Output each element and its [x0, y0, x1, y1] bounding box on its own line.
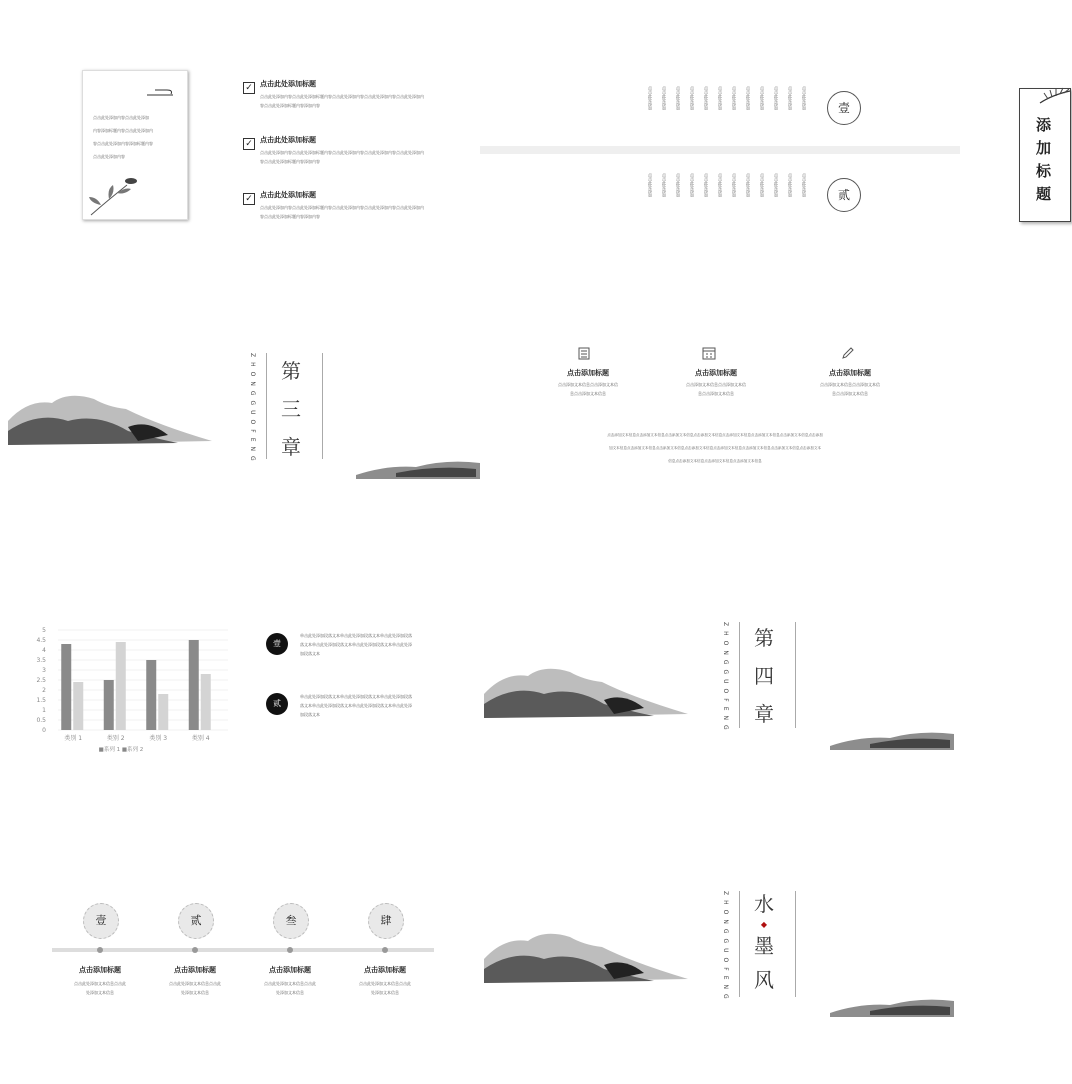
timeline-title: 点击添加标题 — [79, 965, 121, 974]
bar — [146, 660, 156, 730]
ink-mountain-left — [484, 654, 690, 718]
divider-band — [480, 146, 960, 154]
chapter-line-right — [322, 353, 323, 459]
chapter-char: 第 — [754, 626, 774, 650]
column-text: 点击此处添加 — [774, 173, 779, 197]
card-line: 内容添加标题内容点击此处添加内 — [93, 128, 153, 133]
paragraph-line: 加文本信息点击添加文本信息点击添加文本信息点击添加文本信息点击添加文本信息点击添加文本信息点击添加文本信息点击添加文本 — [608, 446, 822, 450]
paragraph — [550, 429, 880, 468]
pine-branch-icon — [1038, 87, 1072, 107]
timeline-item — [55, 965, 145, 997]
feature-desc: 息点击添加文本信息 — [570, 391, 606, 396]
title-char: 墨 — [754, 934, 774, 958]
paragraph-line: 点击添加文本信息点击添加文本信息点击添加文本信息点击添加文本信息点击添加文本信息点击添加文本信息点击添加文本信息点击添加 — [607, 433, 823, 437]
feature-3 — [816, 345, 880, 364]
column-text: 点击此处添加 — [732, 86, 737, 110]
circle-badge-2: 贰 — [827, 178, 861, 212]
slide-2[interactable] — [480, 0, 1052, 271]
item-3 — [260, 190, 424, 221]
column-text-group-2 — [648, 173, 807, 197]
paragraph-line: 信息点击添加文本信息点击添加文本信息点击添加文本信息 — [668, 459, 762, 463]
medal-badge: 肆 — [368, 903, 404, 939]
y-tick-label: 2 — [42, 687, 46, 694]
feature-title: 点击添加标题 — [567, 368, 609, 377]
timeline-desc: 处添加文本信息 — [371, 990, 399, 995]
timeline-title: 点击添加标题 — [269, 965, 311, 974]
feature-text-2 — [676, 368, 756, 398]
chart-text-line: 单击此处添加段落文本单击此处添加段落文本单击此处添加段落 — [300, 694, 412, 699]
column-text: 点击此处添加 — [704, 173, 709, 197]
chart-legend: ■系列 1 ■系列 2 — [98, 747, 144, 753]
calendar-icon — [702, 346, 716, 360]
bar — [158, 694, 168, 730]
medal-badge: 壹 — [83, 903, 119, 939]
item-title: 点击此处添加标题 — [260, 190, 316, 199]
ink-mountain-left — [8, 381, 214, 445]
timeline-title: 点击添加标题 — [364, 965, 406, 974]
column-text: 点击此处添加 — [648, 173, 653, 197]
slide-7-timeline[interactable] — [0, 813, 480, 1084]
timeline-desc: 点击此处添加文本信息点击此 — [169, 981, 221, 986]
chapter-line-left — [739, 891, 740, 997]
red-diamond-icon: ◆ — [760, 920, 768, 929]
y-tick-label: 2.5 — [36, 677, 46, 684]
chapter-line-right — [795, 622, 796, 728]
column-text: 点击此处添加 — [718, 86, 723, 110]
chapter-pinyin: ZHONGGUOFENG — [722, 622, 729, 735]
column-text: 点击此处添加 — [802, 86, 807, 110]
x-tick-label: 类别 2 — [106, 735, 125, 742]
column-text: 点击此处添加 — [788, 173, 793, 197]
feature-desc: 点击添加文本信息点击添加文本信 — [820, 382, 880, 387]
chapter-pinyin: ZHONGGUOFENG — [249, 353, 256, 466]
bar — [104, 680, 114, 730]
clipboard-icon — [577, 346, 591, 360]
chapter-char: 四 — [754, 664, 774, 688]
column-text: 点击此处添加 — [788, 86, 793, 110]
column-text: 点击此处添加 — [802, 173, 807, 197]
chart-text-2 — [300, 692, 412, 719]
item-title: 点击此处添加标题 — [260, 135, 316, 144]
column-text: 点击此处添加 — [690, 86, 695, 110]
cloud-icon — [145, 85, 177, 99]
ink-mountain-left — [484, 919, 690, 983]
timeline-desc: 处添加文本信息 — [181, 990, 209, 995]
checkbox-3[interactable]: ✓ — [243, 193, 255, 205]
medal-badge: 叁 — [273, 903, 309, 939]
slide-4[interactable] — [480, 271, 960, 542]
chapter-title — [279, 352, 303, 466]
y-tick-label: 1 — [42, 707, 46, 714]
column-text: 点击此处添加 — [760, 173, 765, 197]
chart-text-line: 落文本单击此处添加段落文本单击此处添加段落文本单击此处添 — [300, 642, 412, 647]
bar — [201, 674, 211, 730]
timeline-bar — [52, 948, 434, 952]
feature-2 — [677, 345, 741, 364]
column-text: 点击此处添加 — [718, 173, 723, 197]
column-text: 点击此处添加 — [732, 173, 737, 197]
chart-text-line: 落文本单击此处添加段落文本单击此处添加段落文本单击此处添 — [300, 703, 412, 708]
chapter-char: 章 — [754, 702, 774, 726]
y-tick-label: 0.5 — [36, 717, 46, 724]
bar — [61, 644, 71, 730]
timeline-desc: 点击此处添加文本信息点击此 — [74, 981, 126, 986]
y-tick-label: 4 — [42, 647, 46, 654]
chapter-title — [752, 619, 776, 733]
feature-text-1 — [548, 368, 628, 398]
feature-title: 点击添加标题 — [695, 368, 737, 377]
medal-badge: 贰 — [178, 903, 214, 939]
feature-desc: 点击添加文本信息点击添加文本信 — [686, 382, 746, 387]
y-tick-label: 3.5 — [36, 657, 46, 664]
timeline-desc: 处添加文本信息 — [276, 990, 304, 995]
chart-text-line: 单击此处添加段落文本单击此处添加段落文本单击此处添加段落 — [300, 633, 412, 638]
title-scroll — [1019, 88, 1071, 222]
chapter-line-left — [739, 622, 740, 728]
feature-desc: 息点击添加文本信息 — [832, 391, 868, 396]
chapter-line-left — [266, 353, 267, 459]
column-text: 点击此处添加 — [746, 86, 751, 110]
timeline-dot — [382, 947, 388, 953]
timeline-desc: 点击此处添加文本信息点击此 — [264, 981, 316, 986]
y-tick-label: 0 — [42, 727, 46, 734]
slide-3-chapter[interactable] — [0, 271, 480, 542]
timeline-dot — [287, 947, 293, 953]
item-text: 容点击此处添加标题内容添加内容 — [260, 214, 320, 219]
column-text: 点击此处添加 — [704, 86, 709, 110]
chart-text-line: 加段落文本 — [300, 712, 320, 717]
y-tick-label: 1.5 — [36, 697, 46, 704]
bar — [189, 640, 199, 730]
timeline-desc: 点击此处添加文本信息点击此 — [359, 981, 411, 986]
x-tick-label: 类别 4 — [191, 735, 210, 742]
chart-text-1 — [300, 631, 412, 658]
feature-title: 点击添加标题 — [829, 368, 871, 377]
bar — [73, 682, 83, 730]
item-text: 点击此处添加内容点击此处添加标题内容点击此处添加内容点击此处添加内容点击此处添加内 — [260, 205, 424, 210]
y-tick-label: 5 — [42, 627, 46, 634]
column-text: 点击此处添加 — [774, 86, 779, 110]
chapter-line-right — [795, 891, 796, 997]
checkbox-1[interactable]: ✓ — [243, 82, 255, 94]
slide-title: 添加标题 — [1034, 117, 1052, 209]
column-text: 点击此处添加 — [690, 173, 695, 197]
slide-8-title[interactable] — [480, 813, 960, 1084]
card-text — [93, 113, 153, 161]
x-tick-label: 类别 1 — [64, 735, 83, 742]
title-char: 风 — [754, 968, 774, 992]
column-text: 点击此处添加 — [662, 86, 667, 110]
ink-mountain-right — [830, 726, 954, 750]
note-card — [82, 70, 188, 220]
timeline-item — [245, 965, 335, 997]
chart-text-line: 加段落文本 — [300, 651, 320, 656]
card-line: 容点击此处添加内容添加标题内容 — [93, 141, 153, 146]
chapter-pinyin: ZHONGGUOFENG — [722, 891, 729, 1004]
column-text: 点击此处添加 — [676, 173, 681, 197]
item-text: 点击此处添加内容点击此处添加标题内容点击此处添加内容点击此处添加内容点击此处添加内 — [260, 150, 424, 155]
feature-desc: 点击添加文本信息点击添加文本信 — [558, 382, 618, 387]
title-char: 水 — [754, 892, 774, 916]
pencil-icon — [841, 346, 855, 360]
y-tick-label: 3 — [42, 667, 46, 674]
chapter-char: 三 — [281, 397, 301, 421]
slide-5-chart[interactable] — [0, 542, 480, 813]
card-line: 点击此处添加内容点击此处添加 — [93, 115, 149, 120]
checkbox-2[interactable]: ✓ — [243, 138, 255, 150]
column-text-group-1 — [648, 86, 807, 110]
item-text: 点击此处添加内容点击此处添加标题内容点击此处添加内容点击此处添加内容点击此处添加内 — [260, 94, 424, 99]
circle-badge-1: 壹 — [827, 91, 861, 125]
slide-1[interactable] — [0, 0, 480, 271]
column-text: 点击此处添加 — [760, 86, 765, 110]
card-line: 点击此处添加内容 — [93, 154, 125, 159]
y-tick-label: 4.5 — [36, 637, 46, 644]
x-tick-label: 类别 3 — [149, 735, 168, 742]
column-text: 点击此处添加 — [746, 173, 751, 197]
feature-text-3 — [810, 368, 890, 398]
ink-mountain-right — [830, 993, 954, 1017]
bar — [116, 642, 126, 730]
chapter-char: 第 — [281, 359, 301, 383]
ink-mountain-right — [356, 455, 480, 479]
timeline-desc: 处添加文本信息 — [86, 990, 114, 995]
ink-badge-2: 贰 — [266, 693, 288, 715]
main-title — [752, 887, 776, 997]
item-text: 容点击此处添加标题内容添加内容 — [260, 159, 320, 164]
slide-6-chapter[interactable] — [480, 542, 960, 813]
bar-chart — [30, 624, 240, 754]
column-text: 点击此处添加 — [648, 86, 653, 110]
item-2 — [260, 135, 424, 166]
timeline-title: 点击添加标题 — [174, 965, 216, 974]
column-text: 点击此处添加 — [676, 86, 681, 110]
timeline-item — [150, 965, 240, 997]
chapter-char: 章 — [281, 435, 301, 459]
feature-desc: 息点击添加文本信息 — [698, 391, 734, 396]
timeline-dot — [97, 947, 103, 953]
column-text: 点击此处添加 — [662, 173, 667, 197]
item-1 — [260, 79, 424, 110]
item-title: 点击此处添加标题 — [260, 79, 316, 88]
ink-badge-1: 壹 — [266, 633, 288, 655]
item-text: 容点击此处添加标题内容添加内容 — [260, 103, 320, 108]
timeline-dot — [192, 947, 198, 953]
feature-1 — [552, 345, 616, 364]
timeline-item — [340, 965, 430, 997]
bamboo-bird-icon — [87, 171, 147, 217]
